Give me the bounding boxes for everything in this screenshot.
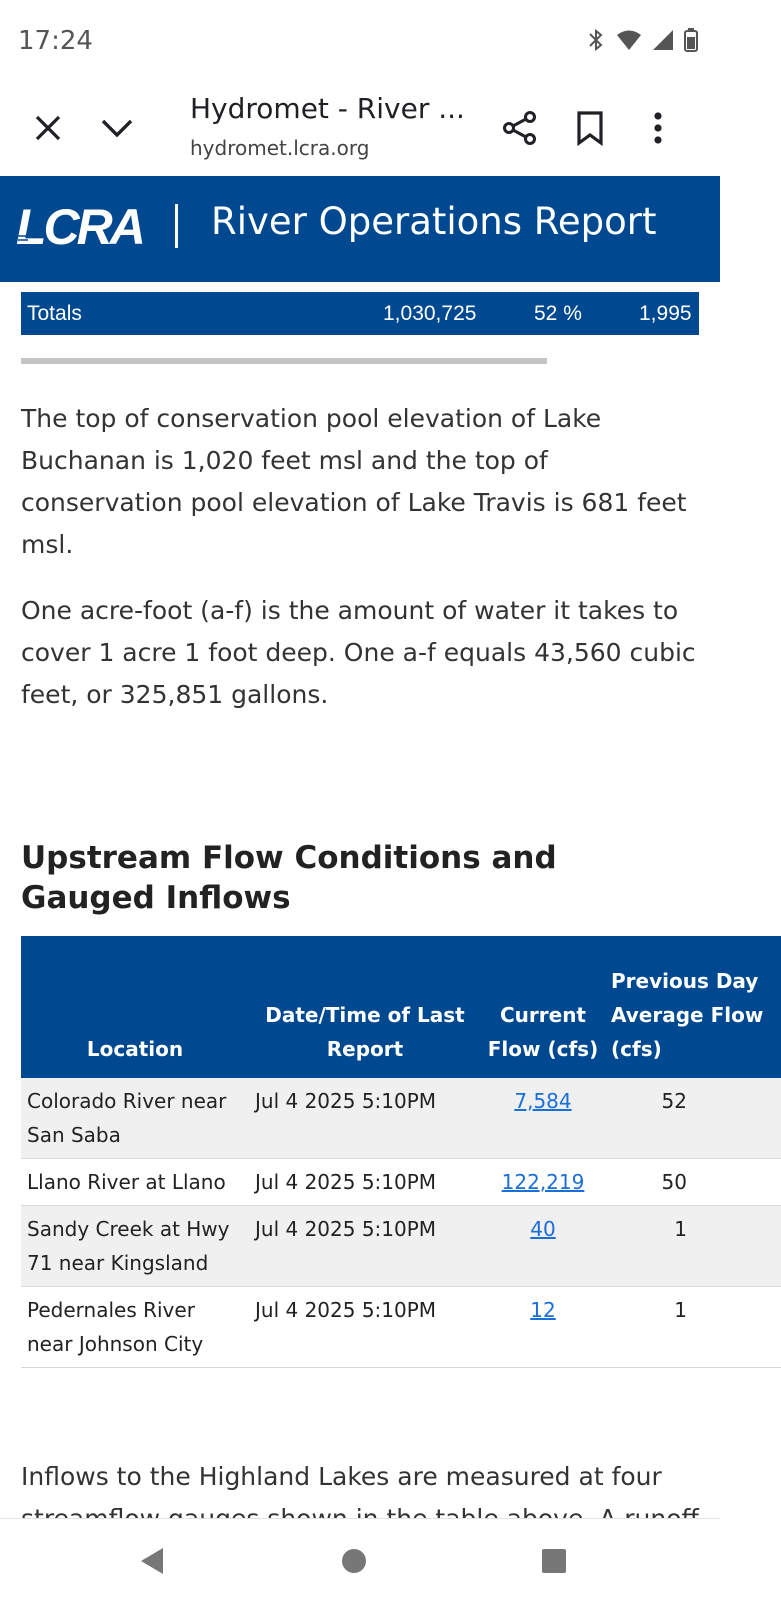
flow-table — [21, 936, 781, 1368]
datetime-cell: Jul 4 2025 5:10PM — [249, 1159, 481, 1206]
previous-flow-cell: 52 — [605, 1078, 781, 1159]
datetime-cell: Jul 4 2025 5:10PM — [249, 1287, 481, 1368]
page-url[interactable]: hydromet.lcra.org — [190, 136, 370, 160]
datetime-cell: Jul 4 2025 5:10PM — [249, 1206, 481, 1287]
more-vert-icon[interactable] — [630, 100, 686, 156]
home-icon[interactable] — [334, 1541, 374, 1581]
current-flow-link[interactable]: 7,584 — [514, 1089, 572, 1113]
status-time: 17:24 — [18, 26, 93, 56]
current-flow-cell — [481, 1206, 605, 1287]
header-location: Location — [21, 936, 249, 1078]
current-flow-link[interactable]: 40 — [530, 1217, 556, 1241]
lcra-logo[interactable] — [16, 199, 156, 255]
current-flow-cell — [481, 1159, 605, 1206]
section-heading: Upstream Flow Conditions and Gauged Inflows — [21, 840, 557, 916]
current-flow-cell — [481, 1287, 605, 1368]
datetime-cell: Jul 4 2025 5:10PM — [249, 1078, 481, 1159]
page-title[interactable]: Hydromet - River ... — [190, 92, 465, 125]
header-datetime: Date/Time of Last Report — [249, 936, 481, 1078]
signal-icon — [652, 29, 674, 56]
totals-value: 1,030,725 — [383, 302, 477, 325]
location-cell: Colorado River near San Saba — [21, 1078, 249, 1159]
table-row — [21, 1078, 781, 1159]
header-current-flow: Current Flow (cfs) — [481, 936, 605, 1078]
flow-table-container[interactable] — [21, 936, 764, 1384]
table-header-row — [21, 936, 781, 1078]
location-cell: Llano River at Llano — [21, 1159, 249, 1206]
totals-percent: 52 % — [534, 302, 582, 325]
totals-row — [21, 292, 699, 335]
navigation-bar — [0, 1518, 720, 1601]
totals-value: 1,995 — [639, 302, 692, 325]
close-icon[interactable] — [20, 100, 76, 156]
status-bar — [0, 0, 720, 80]
table-row — [21, 1159, 781, 1206]
battery-icon — [684, 28, 698, 57]
wifi-icon — [616, 29, 642, 56]
back-icon[interactable] — [132, 1541, 172, 1581]
conservation-pool-paragraph: The top of conservation pool elevation of Lake Buchanan is 1,020 feet msl and the top of conservation pool elevation of Lake Travis is 681 feet msl. — [21, 404, 687, 559]
share-icon[interactable] — [492, 100, 548, 156]
previous-flow-cell: 1 — [605, 1287, 781, 1368]
browser-toolbar — [0, 80, 720, 176]
bookmark-icon[interactable] — [562, 100, 618, 156]
chevron-down-icon[interactable] — [89, 100, 145, 156]
acre-foot-paragraph: One acre-foot (a-f) is the amount of water it takes to cover 1 acre 1 foot deep. One a-f equals 43,560 cubic feet, or 325,851 gallons. — [21, 596, 696, 709]
location-cell: Pedernales River near Johnson City — [21, 1287, 249, 1368]
totals-label: Totals — [27, 302, 82, 325]
status-icons — [586, 28, 698, 57]
recents-icon[interactable] — [534, 1541, 574, 1581]
previous-flow-cell: 1 — [605, 1206, 781, 1287]
header-title: River Operations Report — [211, 200, 657, 243]
bluetooth-icon — [586, 28, 606, 57]
previous-flow-cell: 50 — [605, 1159, 781, 1206]
current-flow-link[interactable]: 122,219 — [501, 1170, 585, 1194]
header-divider — [175, 204, 178, 248]
horizontal-scrollbar[interactable] — [21, 358, 547, 364]
header-previous-flow: Previous Day Average Flow (cfs) — [605, 936, 781, 1078]
current-flow-cell — [481, 1078, 605, 1159]
svg-text:LCRA: LCRA — [16, 199, 143, 255]
table-row — [21, 1206, 781, 1287]
site-header — [0, 176, 720, 282]
current-flow-link[interactable]: 12 — [530, 1298, 556, 1322]
inflows-paragraph: Inflows to the Highland Lakes are measured at four — [21, 1462, 662, 1491]
table-row — [21, 1287, 781, 1368]
location-cell: Sandy Creek at Hwy 71 near Kingsland — [21, 1206, 249, 1287]
